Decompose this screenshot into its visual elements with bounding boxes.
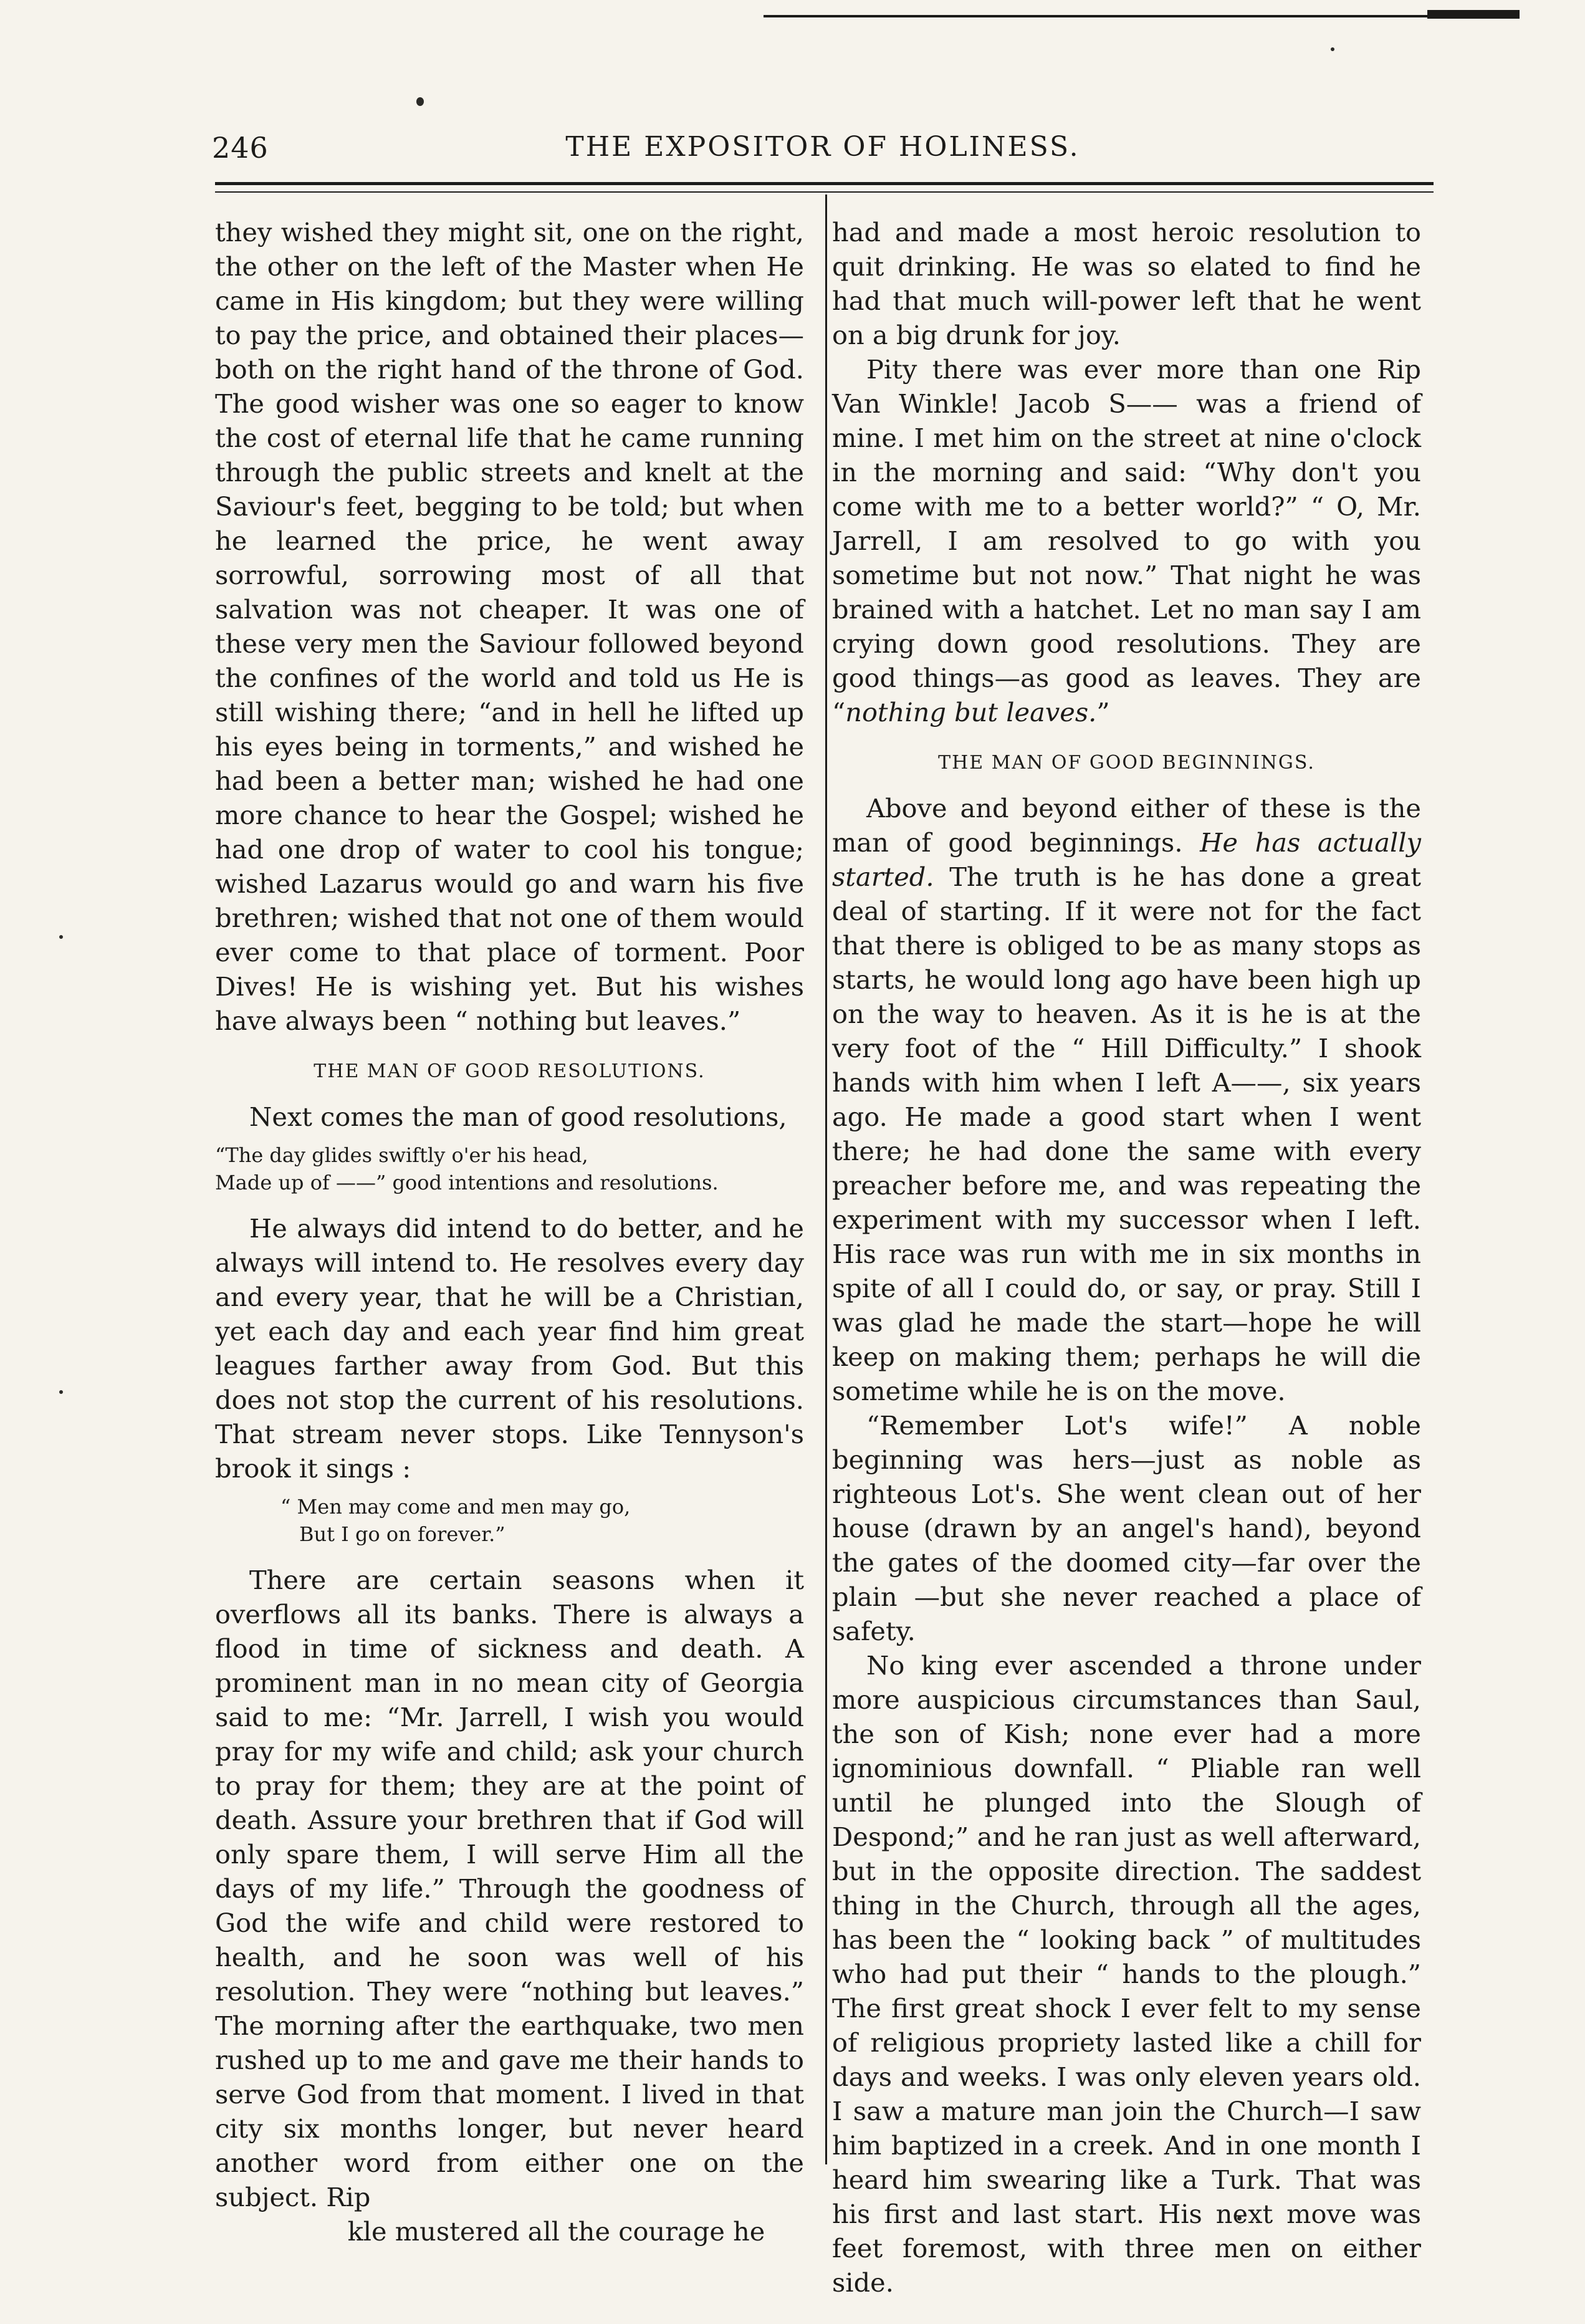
right-column	[832, 215, 1421, 2300]
page-header	[212, 131, 1434, 175]
paragraph-text: Pity there was ever more than one Rip Van Winkle! Jacob S—— was a friend of mine. I met him on the street at nine o'clock in the morning and said: “Why don't you come with me to a better world?” “ O, Mr. Jarrell, I am resolved to go with you sometime but not now.” That night he was brained with a hatchet. Let no man say I am crying down good resolutions. They are good things—as good as leaves. They are “	[832, 354, 1421, 727]
paragraph	[832, 791, 1421, 1408]
verse-line: But I go on forever.”	[299, 1522, 505, 1546]
paragraph	[832, 352, 1421, 729]
verse-line: “ Men may come and men may go,	[280, 1495, 631, 1519]
header-rule-thin	[215, 191, 1434, 193]
left-column	[215, 215, 804, 2249]
ink-speck	[59, 1390, 63, 1394]
verse-quote	[215, 1141, 804, 1196]
paragraph: No king ever ascended a throne under more auspicious circumstances than Saul, the son of Kish; none ever had a more ignominious downfall. “ Pliable ran well until he plunged into the Slough of Despond;” and he ran just as well afterward, but in the opposite direction. The saddest thing in the Church, through all the ages, has been the “ looking back ” of multitudes who had put their “ hands to the plough.” The first great shock I ever felt to my sense of religious propriety lasted like a chill for days and weeks. I was only eleven years old. I saw a mature man join the Church—I saw him baptized in a creek. And in one month I heard him swearing like a Turk. That was his first and last start. His next move was feet foremost, with three men on either side.	[832, 1650, 1421, 2298]
running-title: THE EXPOSITOR OF HOLINESS.	[565, 131, 1080, 163]
paragraph: He always did intend to do better, and he always will intend to. He resolves every day and every year, that he will be a Christian, yet each day and each year find him great leagues farther away from God. But this does not stop the current of his resolutions. That stream never stops. Like Tennyson's brook it sings :	[215, 1213, 804, 1484]
verse-line: Made up of ——” good intentions and resolutions.	[215, 1171, 719, 1194]
section-heading: THE MAN OF GOOD BEGINNINGS.	[938, 752, 1315, 774]
paragraph-text: The truth is he has done a great deal of starting. If it were not for the fact that there is obliged to be as many stops as starts, he would long ago have been high up on the way to heaven. As it is he is at the very foot of the “ Hill Difficulty.” I shook hands with him when I left A——, six years ago. He made a good start when I went there; he had done the same with every preacher before me, and was repeating the experiment with my successor when I left. His race was run with me in six months in spite of all I could do, or say, or pray. Still I was glad he made the start—hope he will keep on making them; perhaps he will die sometime while he is on the move.	[832, 862, 1421, 1406]
paragraph-end: kle mustered all the courage he	[347, 2216, 765, 2247]
paragraph: had and made a most heroic resolution to quit drinking. He was so elated to find he had that much will-power left that he went on a big drunk for joy.	[832, 217, 1421, 350]
top-rule-end	[1427, 10, 1520, 19]
italic-text: nothing but leaves.	[845, 697, 1097, 727]
header-rule-thick	[215, 182, 1434, 185]
ink-speck	[1331, 47, 1334, 51]
paragraph: they wished they might sit, one on the right, the other on the left of the Master when He came in His kingdom; but they were willing to pay the price, and obtained their places—both on the right hand of the throne of God. The good wisher was one so eager to know the cost of eternal life that he came running through the public streets and knelt at the Saviour's feet, begging to be told; but when he learned the price, he went away sorrowful, sorrowing most of all that salvation was not cheaper. It was one of these very men the Saviour followed beyond the confines of the world and told us He is still wishing there; “and in hell he lifted up his eyes being in torments,” and wished he had been a better man; wished he had one more chance to hear the Gospel; wished he had one drop of water to cool his tongue; wished Lazarus would go and warn his five brethren; wished that not one of them would ever come to that place of torment. Poor Dives! He is wishing yet. But his wishes have always been “ nothing but leaves.”	[215, 217, 804, 1036]
page-number: 246	[212, 131, 269, 165]
verse-line: “The day glides swiftly o'er his head,	[215, 1143, 588, 1167]
paragraph: Next comes the man of good resolutions,	[249, 1102, 787, 1132]
ink-speck	[59, 935, 63, 939]
ink-speck	[416, 97, 424, 106]
verse-quote	[215, 1493, 804, 1548]
section-heading: THE MAN OF GOOD RESOLUTIONS.	[314, 1060, 706, 1082]
paragraph: There are certain seasons when it overflows all its banks. There is always a flood in time of sickness and death. A prominent man in no mean city of Georgia said to me: “Mr. Jarrell, I wish you would pray for my wife and child; ask your church to pray for them; they are at the point of death. Assure your brethren that if God will only spare them, I will serve Him all the days of my life.” Through the goodness of God the wife and child were restored to health, and he soon was well of his resolution. They were “nothing but leaves.” The morning after the earthquake, two men rushed up to me and gave me their hands to serve God from that moment. I lived in that city six months longer, but never heard another word from either one on the subject. Rip	[215, 1565, 804, 2212]
paragraph-text: ”	[1096, 697, 1110, 727]
paragraph: “Remember Lot's wife!” A noble beginning was hers—just as noble as righteous Lot's. She went clean out of her house (drawn by an angel's hand), beyond the gates of the doomed city—far over the plain —but she never reached a place of safety.	[832, 1410, 1421, 1646]
column-divider	[825, 194, 827, 2164]
paragraph-text: Above and beyond either of these is the man of good beginnings.	[832, 793, 1421, 858]
top-rule	[764, 15, 1520, 17]
italic-text: He has actually started.	[832, 827, 1421, 892]
